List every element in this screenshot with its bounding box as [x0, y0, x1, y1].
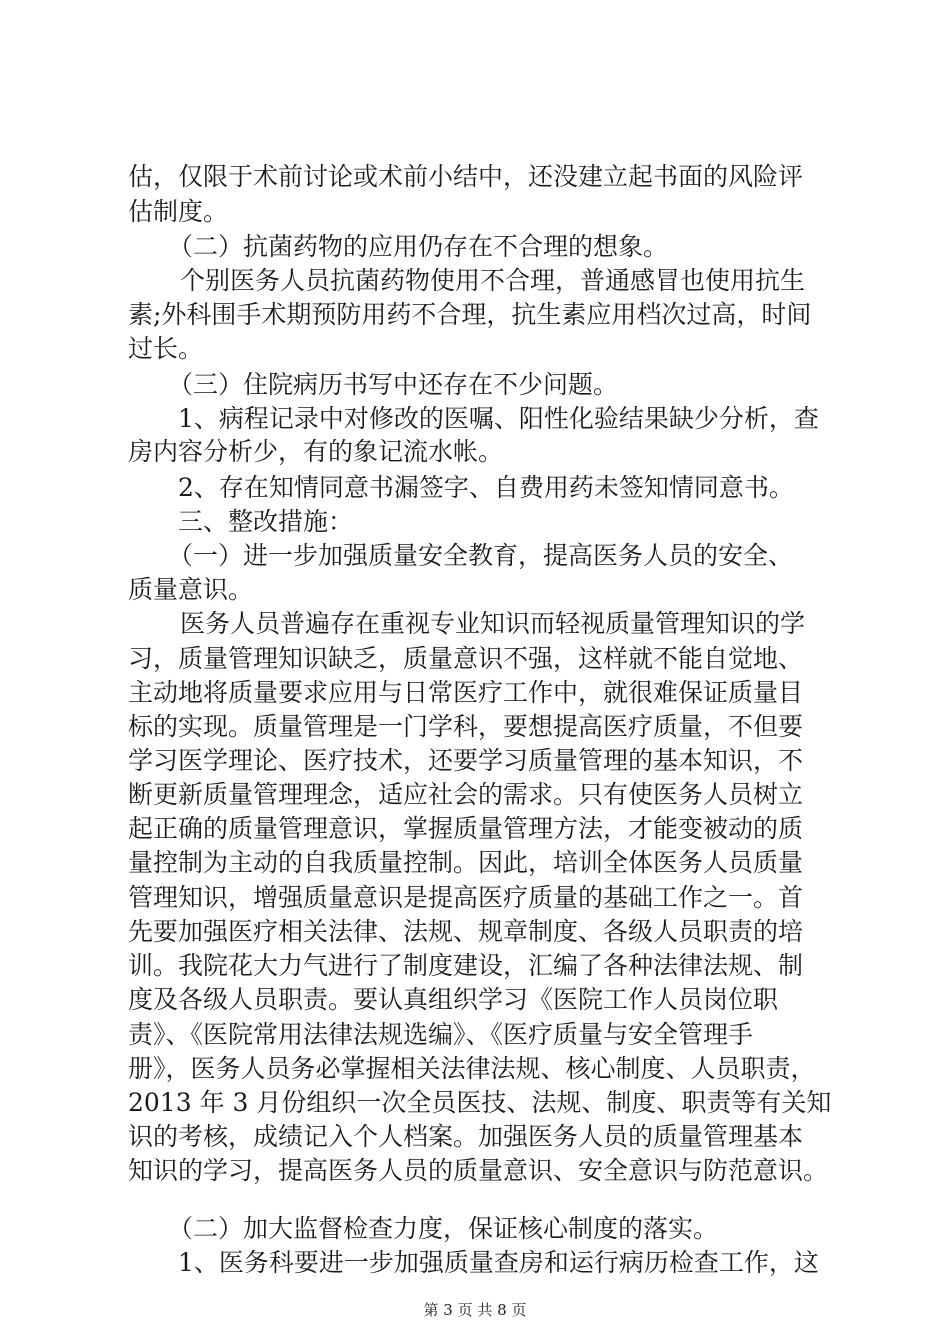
text-line: 量控制为主动的自我质量控制。因此，培训全体医务人员质量 — [128, 848, 804, 877]
text-line: 断更新质量管理理念，适应社会的需求。只有使医务人员树立 — [128, 780, 804, 809]
text-line: 1、病程记录中对修改的医嘱、阳性化验结果缺少分析，查 — [178, 404, 819, 433]
text-line: 管理知识，增强质量意识是提高医疗质量的基础工作之一。首 — [128, 883, 804, 912]
text-line: （二）加大监督检查力度，保证核心制度的落实。 — [168, 1214, 719, 1243]
text-line: 识的考核，成绩记入个人档案。加强医务人员的质量管理基本 — [128, 1122, 804, 1151]
text-line: 先要加强医疗相关法律、法规、规章制度、各级人员职责的培 — [128, 917, 804, 946]
text-line: （三）住院病历书写中还存在不少问题。 — [168, 370, 619, 399]
text-line: 医务人员普遍存在重视专业知识而轻视质量管理知识的学 — [180, 609, 806, 638]
text-line: 过长。 — [128, 334, 204, 363]
text-line: 质量意识。 — [128, 575, 254, 604]
text-line: 知识的学习，提高医务人员的质量意识、安全意识与防范意识。 — [128, 1156, 829, 1185]
text-line: 学习医学理论、医疗技术，还要学习质量管理的基本知识，不 — [128, 746, 804, 775]
text-line: 1、医务科要进一步加强质量查房和运行病历检查工作，这 — [178, 1248, 819, 1277]
text-line: 责》、《医院常用法律法规选编》、《医疗质量与安全管理手 — [128, 1020, 754, 1049]
text-line: 房内容分析少，有的象记流水帐。 — [128, 437, 504, 466]
text-line: 主动地将质量要求应用与日常医疗工作中，就很难保证质量目 — [128, 678, 804, 707]
text-line: 估制度。 — [128, 197, 229, 226]
text-line: 个别医务人员抗菌药物使用不合理，普通感冒也使用抗生 — [180, 266, 806, 295]
text-line: 标的实现。质量管理是一门学科，要想提高医疗质量，不但要 — [128, 712, 804, 741]
text-line: 起正确的质量管理意识，掌握质量管理方法，才能变被动的质 — [128, 814, 804, 843]
text-line: 估，仅限于术前讨论或术前小结中，还没建立起书面的风险评 — [128, 162, 804, 191]
text-line: 训。我院花大力气进行了制度建设，汇编了各种法律法规、制 — [128, 951, 804, 980]
text-line: 素;外科围手术期预防用药不合理，抗生素应用档次过高，时间 — [128, 300, 812, 329]
text-line: （二）抗菌药物的应用仍存在不合理的想象。 — [168, 232, 669, 261]
text-line: 册》，医务人员务必掌握相关法律法规、核心制度、人员职责， — [128, 1054, 816, 1083]
text-line: 习，质量管理知识缺乏，质量意识不强，这样就不能自觉地、 — [128, 644, 804, 673]
page-footer: 第 3 页 共 8 页 — [423, 1301, 527, 1319]
text-line: 三、整改措施： — [178, 507, 354, 536]
text-line: （一）进一步加强质量安全教育，提高医务人员的安全、 — [168, 541, 794, 570]
text-line: 2、存在知情同意书漏签字、自费用药未签知情同意书。 — [178, 473, 794, 502]
text-line: 度及各级人员职责。要认真组织学习《医院工作人员岗位职 — [128, 985, 779, 1014]
text-line: 2013 年 3 月份组织一次全员医技、法规、制度、职责等有关知 — [128, 1088, 832, 1117]
